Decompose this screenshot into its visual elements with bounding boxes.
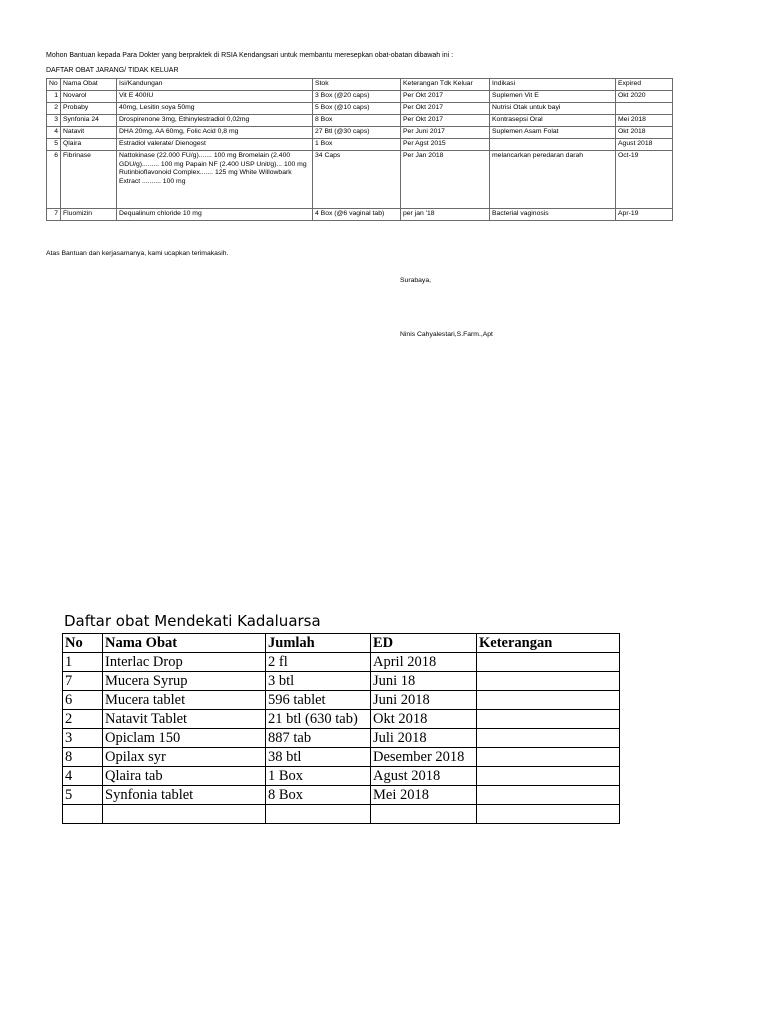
cell-isi: 40mg, Lesitin soya 50mg xyxy=(117,103,313,115)
cell-ed: Juni 18 xyxy=(371,672,477,691)
cell-no: 3 xyxy=(63,729,103,748)
header-ed: ED xyxy=(371,634,477,653)
header-indikasi: Indikasi xyxy=(490,79,616,91)
cell-jumlah: 596 tablet xyxy=(266,691,371,710)
cell-isi: Dequalinum chloride 10 mg xyxy=(117,209,313,221)
header-keterangan: Keterangan xyxy=(477,634,620,653)
cell-no: 7 xyxy=(63,672,103,691)
cell-jumlah: 8 Box xyxy=(266,786,371,805)
cell-ed: Juli 2018 xyxy=(371,729,477,748)
cell-isi: Estradiol valerate/ Dienogest xyxy=(117,139,313,151)
cell-no: 7 xyxy=(47,209,61,221)
cell-isi: Vit E 400IU xyxy=(117,91,313,103)
table-row xyxy=(63,672,620,691)
cell-ed xyxy=(371,805,477,824)
cell-ket: Per Okt 2017 xyxy=(401,91,490,103)
table-row xyxy=(63,653,620,672)
cell-expired: Okt 2018 xyxy=(616,127,673,139)
cell-indikasi: Nutrisi Otak untuk bayi xyxy=(490,103,616,115)
cell-ket: Per Jan 2018 xyxy=(401,151,490,209)
cell-isi: Drospirenone 3mg, Ethinylestradiol 0,02mg xyxy=(117,115,313,127)
cell-stok: 34 Caps xyxy=(313,151,401,209)
cell-nama: Synfonia tablet xyxy=(103,786,266,805)
cell-ket xyxy=(477,691,620,710)
city-text: Surabaya, xyxy=(400,277,431,284)
cell-jumlah xyxy=(266,805,371,824)
cell-expired xyxy=(616,103,673,115)
cell-indikasi: melancarkan peredaran darah xyxy=(490,151,616,209)
cell-indikasi xyxy=(490,139,616,151)
header-stok: Stok xyxy=(313,79,401,91)
list-title: DAFTAR OBAT JARANG/ TIDAK KELUAR xyxy=(46,67,179,74)
cell-nama: Probaby xyxy=(61,103,117,115)
cell-nama: Natavit xyxy=(61,127,117,139)
thanks-text: Atas Bantuan dan kerjasamanya, kami ucapkan terimakasih. xyxy=(46,250,229,257)
expiring-drugs-title: Daftar obat Mendekati Kadaluarsa xyxy=(64,612,321,630)
cell-ket xyxy=(477,767,620,786)
cell-nama: Fluomizin xyxy=(61,209,117,221)
table-row xyxy=(47,103,673,115)
cell-ket xyxy=(477,805,620,824)
table-row xyxy=(47,151,673,209)
cell-no: 2 xyxy=(63,710,103,729)
cell-nama: Opiclam 150 xyxy=(103,729,266,748)
cell-ket: Per Okt 2017 xyxy=(401,103,490,115)
table-row xyxy=(47,209,673,221)
cell-no: 5 xyxy=(63,786,103,805)
rare-drugs-table xyxy=(46,78,673,221)
cell-expired: Okt 2020 xyxy=(616,91,673,103)
table-row xyxy=(47,139,673,151)
table-row xyxy=(63,691,620,710)
expiring-drugs-table xyxy=(62,633,620,824)
table-row xyxy=(63,767,620,786)
cell-ket: Per Okt 2017 xyxy=(401,115,490,127)
header-keterangan: Keterangan Tdk Keluar xyxy=(401,79,490,91)
cell-isi: Nattokinase (22.000 FU/g)....... 100 mg Bromelain (2.400 GDU/g)......... 100 mg Papain NF (2.400 USP Unit/g)... 100 mg Rutinbioflavonoid Complex....... 125 mg White Willowbark Extract .......... 100 mg xyxy=(117,151,313,209)
cell-nama: Mucera tablet xyxy=(103,691,266,710)
cell-ket: Per Juni 2017 xyxy=(401,127,490,139)
table-row xyxy=(47,115,673,127)
header-no: No xyxy=(47,79,61,91)
intro-text: Mohon Bantuan kepada Para Dokter yang berpraktek di RSIA Kendangsari untuk membantu meresepkan obat-obatan dibawah ini : xyxy=(46,52,454,59)
cell-no: 6 xyxy=(63,691,103,710)
cell-nama: Synfonia 24 xyxy=(61,115,117,127)
cell-jumlah: 38 btl xyxy=(266,748,371,767)
cell-ket xyxy=(477,672,620,691)
cell-jumlah: 1 Box xyxy=(266,767,371,786)
cell-indikasi: Suplemen Vit E xyxy=(490,91,616,103)
table-row xyxy=(47,91,673,103)
cell-ed: Mei 2018 xyxy=(371,786,477,805)
header-no: No xyxy=(63,634,103,653)
cell-nama xyxy=(103,805,266,824)
table-row-empty xyxy=(63,805,620,824)
table-row xyxy=(47,127,673,139)
cell-expired: Apr-19 xyxy=(616,209,673,221)
cell-indikasi: Bacterial vaginosis xyxy=(490,209,616,221)
cell-stok: 5 Box (@10 caps) xyxy=(313,103,401,115)
cell-no: 5 xyxy=(47,139,61,151)
cell-ed: Juni 2018 xyxy=(371,691,477,710)
header-jumlah: Jumlah xyxy=(266,634,371,653)
table-header-row xyxy=(47,79,673,91)
cell-expired: Mei 2018 xyxy=(616,115,673,127)
cell-isi: DHA 20mg, AA 60mg, Folic Acid 0,8 mg xyxy=(117,127,313,139)
table-row xyxy=(63,786,620,805)
cell-ket: Per Agst 2015 xyxy=(401,139,490,151)
cell-expired: Oct-19 xyxy=(616,151,673,209)
cell-stok: 4 Box (@6 vaginal tab) xyxy=(313,209,401,221)
cell-ed: Okt 2018 xyxy=(371,710,477,729)
cell-jumlah: 887 tab xyxy=(266,729,371,748)
cell-ed: Agust 2018 xyxy=(371,767,477,786)
cell-expired: Agust 2018 xyxy=(616,139,673,151)
cell-ed: April 2018 xyxy=(371,653,477,672)
cell-no: 3 xyxy=(47,115,61,127)
cell-no: 1 xyxy=(47,91,61,103)
cell-nama: Qlaira xyxy=(61,139,117,151)
cell-nama: Novarol xyxy=(61,91,117,103)
cell-ket xyxy=(477,786,620,805)
cell-nama: Interlac Drop xyxy=(103,653,266,672)
cell-nama: Opilax syr xyxy=(103,748,266,767)
cell-ket: per jan '18 xyxy=(401,209,490,221)
cell-ket xyxy=(477,729,620,748)
cell-no: 2 xyxy=(47,103,61,115)
cell-jumlah: 21 btl (630 tab) xyxy=(266,710,371,729)
header-nama-obat: Nama Obat xyxy=(103,634,266,653)
table-row xyxy=(63,748,620,767)
cell-nama: Fibrinase xyxy=(61,151,117,209)
cell-nama: Mucera Syrup xyxy=(103,672,266,691)
cell-stok: 8 Box xyxy=(313,115,401,127)
table-row xyxy=(63,729,620,748)
cell-stok: 1 Box xyxy=(313,139,401,151)
cell-indikasi: Suplemen Asam Folat xyxy=(490,127,616,139)
cell-ket xyxy=(477,748,620,767)
cell-stok: 3 Box (@20 caps) xyxy=(313,91,401,103)
table-row xyxy=(63,710,620,729)
header-expired: Expired xyxy=(616,79,673,91)
cell-no: 4 xyxy=(47,127,61,139)
cell-no xyxy=(63,805,103,824)
cell-nama: Qlaira tab xyxy=(103,767,266,786)
cell-no: 8 xyxy=(63,748,103,767)
cell-nama: Natavit Tablet xyxy=(103,710,266,729)
cell-jumlah: 3 btl xyxy=(266,672,371,691)
cell-no: 1 xyxy=(63,653,103,672)
header-nama-obat: Nama Obat xyxy=(61,79,117,91)
cell-no: 6 xyxy=(47,151,61,209)
cell-ed: Desember 2018 xyxy=(371,748,477,767)
cell-indikasi: Kontrasepsi Oral xyxy=(490,115,616,127)
cell-stok: 27 Btl (@30 caps) xyxy=(313,127,401,139)
cell-ket xyxy=(477,653,620,672)
cell-no: 4 xyxy=(63,767,103,786)
header-isi-kandungan: Isi/Kandungan xyxy=(117,79,313,91)
signer-name: Ninis Cahyalestari,S.Farm.,Apt xyxy=(400,331,493,338)
cell-jumlah: 2 fl xyxy=(266,653,371,672)
cell-ket xyxy=(477,710,620,729)
table-header-row xyxy=(63,634,620,653)
